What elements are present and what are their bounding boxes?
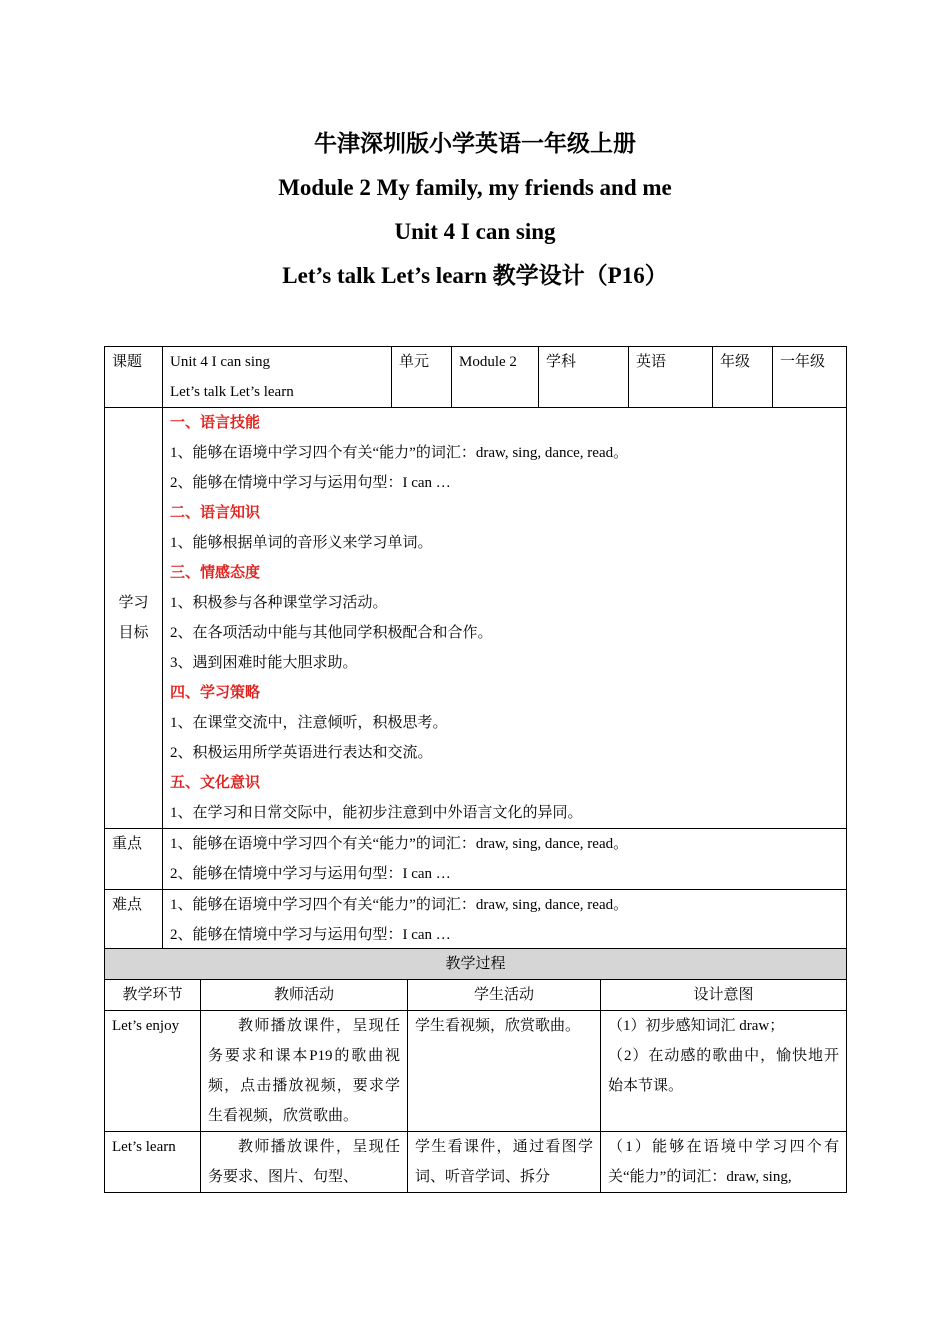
intent-line: （1）初步感知词汇 draw； (608, 1018, 785, 1034)
goal-heading: 五、文化意识 (170, 775, 261, 791)
column-header-student: 学生活动 (408, 980, 601, 1011)
unit-label: 单元 (392, 347, 452, 408)
topic-row (105, 347, 847, 408)
title-line-2: Module 2 My family, my friends and me (278, 175, 672, 200)
key-points-row (105, 829, 847, 890)
difficult-label: 难点 (105, 890, 163, 951)
process-header: 教学过程 (105, 949, 847, 980)
grade-value: 一年级 (773, 347, 847, 408)
topic-line-2: Let’s talk Let’s learn (170, 384, 294, 400)
key-label: 重点 (105, 829, 163, 890)
subject-label: 学科 (539, 347, 629, 408)
title-line-1: 牛津深圳版小学英语一年级上册 (314, 131, 636, 156)
teacher-activity-cell: 教师播放课件，呈现任务要求和课本P19的歌曲视频，点击播放视频，要求学生看视频，欣赏歌曲。 (201, 1011, 408, 1132)
column-header-intent: 设计意图 (601, 980, 847, 1011)
design-intent-cell (601, 1132, 847, 1193)
title-line-3: Unit 4 I can sing (394, 219, 556, 244)
goal-heading: 四、学习策略 (170, 685, 261, 701)
difficult-item: 1、能够在语境中学习四个有关“能力”的词汇：draw, sing, dance, read。 (170, 897, 629, 913)
unit-value: Module 2 (452, 347, 539, 408)
student-activity-cell: 学生看课件，通过看图学词、听音学词、拆分 (408, 1132, 601, 1193)
process-row (105, 1132, 847, 1193)
difficult-content (163, 890, 847, 951)
goal-item: 1、能够在语境中学习四个有关“能力”的词汇：draw, sing, dance, read。 (170, 445, 629, 461)
design-intent-cell (601, 1011, 847, 1132)
goal-item: 2、积极运用所学英语进行表达和交流。 (170, 745, 433, 761)
goals-content (163, 408, 847, 829)
goal-heading: 三、情感态度 (170, 565, 261, 581)
column-header-stage: 教学环节 (105, 980, 201, 1011)
goals-label-line-1: 学习 (118, 595, 149, 611)
key-item: 1、能够在语境中学习四个有关“能力”的词汇：draw, sing, dance, read。 (170, 836, 629, 852)
grade-label: 年级 (713, 347, 773, 408)
goal-item: 1、在学习和日常交际中，能初步注意到中外语言文化的异同。 (170, 805, 583, 821)
stage-cell: Let’s enjoy (105, 1011, 201, 1132)
goal-heading: 二、语言知识 (170, 505, 261, 521)
topic-line-1: Unit 4 I can sing (170, 354, 270, 370)
teacher-activity-cell: 教师播放课件，呈现任务要求、图片、句型、 (201, 1132, 408, 1193)
goal-item: 2、在各项活动中能与其他同学积极配合和合作。 (170, 625, 493, 641)
column-header-teacher: 教师活动 (201, 980, 408, 1011)
process-row (105, 1011, 847, 1132)
topic-label: 课题 (105, 347, 163, 408)
process-columns-row (105, 980, 847, 1011)
intent-line: （2）在动感的歌曲中，愉快地开始本节课。 (608, 1048, 840, 1094)
goals-row (105, 408, 847, 829)
stage-cell: Let’s learn (105, 1132, 201, 1193)
difficult-points-row (105, 890, 847, 951)
intent-line: （1）能够在语境中学习四个有关“能力”的词汇：draw, sing, (608, 1139, 840, 1185)
subject-value: 英语 (629, 347, 713, 408)
goals-label (105, 408, 163, 829)
goal-item: 1、能够根据单词的音形义来学习单词。 (170, 535, 433, 551)
goal-item: 1、积极参与各种课堂学习活动。 (170, 595, 388, 611)
topic-value (163, 347, 392, 408)
goals-label-line-2: 目标 (118, 625, 149, 641)
difficult-item: 2、能够在情境中学习与运用句型：I can … (170, 927, 451, 943)
teaching-process-table (104, 948, 847, 1193)
goal-heading: 一、语言技能 (170, 415, 261, 431)
goal-item: 1、在课堂交流中，注意倾听，积极思考。 (170, 715, 448, 731)
goal-item: 2、能够在情境中学习与运用句型：I can … (170, 475, 451, 491)
document-title (0, 122, 950, 298)
student-activity-cell: 学生看视频，欣赏歌曲。 (408, 1011, 601, 1132)
key-item: 2、能够在情境中学习与运用句型：I can … (170, 866, 451, 882)
key-content (163, 829, 847, 890)
process-header-row (105, 949, 847, 980)
title-line-4: Let’s talk Let’s learn 教学设计（P16） (282, 263, 668, 288)
goal-item: 3、遇到困难时能大胆求助。 (170, 655, 358, 671)
lesson-info-table (104, 346, 847, 951)
